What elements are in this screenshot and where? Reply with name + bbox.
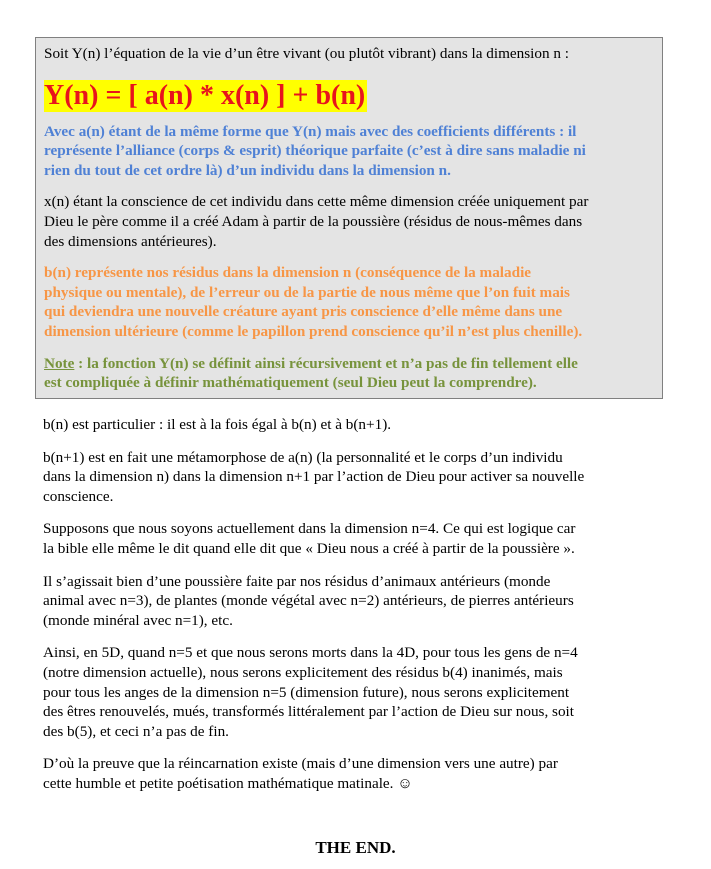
paragraph	[43, 754, 673, 793]
the-end-heading: THE END.	[315, 838, 396, 857]
paragraph-line: dans la dimension n) dans la dimension n+1 par l’action de Dieu pour activer sa nouvelle	[43, 468, 585, 486]
paragraph	[43, 643, 673, 741]
paragraph-line: b(n+1) est en fait une métamorphose de a(n) (la personnalité et le corps d’un individu	[43, 448, 563, 466]
a-line: Avec a(n) étant de la même forme que Y(n) mais avec des coefficients différents : il	[44, 122, 577, 140]
equation: Y(n) = [ a(n) * x(n) ] + b(n)	[44, 79, 366, 111]
x-line: x(n) étant la conscience de cet individu dans cette même dimension créée uniquement par	[44, 193, 589, 211]
paragraph-line: des êtres renouvelés, mués, transformés littéralement par l’action de Dieu sur nous, soit	[43, 703, 574, 721]
paragraph	[43, 415, 673, 435]
note-line: est compliquée à définir mathématiquement (seul Dieu peut la comprendre).	[44, 374, 537, 392]
x-line: Dieu le père comme il a créé Adam à partir de la poussière (résidus de nous-mêmes dans	[44, 212, 583, 230]
paragraph-line: des b(5), et ceci n’a pas de fin.	[43, 722, 229, 740]
paragraph-line: la bible elle même le dit quand elle dit que « Dieu nous a créé à partir de la poussière ».	[43, 539, 575, 557]
paragraph	[43, 448, 673, 507]
b-line: b(n) représente nos résidus dans la dimension n (conséquence de la maladie	[44, 264, 532, 282]
a-line: représente l’alliance (corps & esprit) théorique parfaite (c’est à dire sans maladie ni	[44, 142, 586, 160]
paragraph-line: cette humble et petite poétisation mathématique matinale. ☺	[43, 774, 413, 792]
intro-line: Soit Y(n) l’équation de la vie d’un être vivant (ou plutôt vibrant) dans la dimension n :	[44, 45, 569, 62]
paragraph	[43, 572, 673, 631]
paragraph-line: conscience.	[43, 487, 114, 505]
paragraph-line: animal avec n=3), de plantes (monde végétal avec n=2) antérieurs, de pierres antérieurs	[43, 592, 574, 610]
a-definition	[44, 122, 654, 181]
paragraph-line: Supposons que nous soyons actuellement dans la dimension n=4. Ce qui est logique car	[43, 520, 576, 538]
note-label: Note	[44, 354, 75, 372]
x-line: des dimensions antérieures).	[44, 232, 217, 250]
note-text: : la fonction Y(n) se définit ainsi récursivement et n’a pas de fin tellement elle	[74, 354, 578, 372]
b-line: qui deviendra une nouvelle créature ayant pris conscience d’elle même dans une	[44, 303, 563, 321]
note-line	[44, 354, 654, 374]
paragraph-line: Il s’agissait bien d’une poussière faite par nos résidus d’animaux antérieurs (monde	[43, 572, 551, 590]
b-line: dimension ultérieure (comme le papillon prend conscience qu’il n’est plus chenille).	[44, 322, 583, 340]
x-definition	[44, 192, 654, 251]
highlighted-equation-box	[35, 37, 663, 399]
b-definition	[44, 263, 654, 341]
paragraph-line: (notre dimension actuelle), nous serons explicitement des résidus b(4) inanimés, mais	[43, 663, 563, 681]
body-text	[43, 415, 673, 807]
paragraph-line: D’où la preuve que la réincarnation existe (mais d’une dimension vers une autre) par	[43, 755, 558, 773]
paragraph-line: b(n) est particulier : il est à la fois égal à b(n) et à b(n+1).	[43, 416, 392, 433]
paragraph	[43, 519, 673, 558]
paragraph-line: (monde minéral avec n=1), etc.	[43, 611, 233, 629]
note	[44, 354, 654, 393]
b-line: physique ou mentale), de l’erreur ou de la partie de nous même que l’on fuit mais	[44, 283, 570, 301]
intro-text	[44, 44, 654, 64]
a-line: rien du tout de cet ordre là) d’un individu dans la dimension n.	[44, 161, 451, 179]
paragraph-line: Ainsi, en 5D, quand n=5 et que nous serons morts dans la 4D, pour tous les gens de n=4	[43, 644, 578, 662]
paragraph-line: pour tous les anges de la dimension n=5 (dimension future), nous serons explicitement	[43, 683, 570, 701]
